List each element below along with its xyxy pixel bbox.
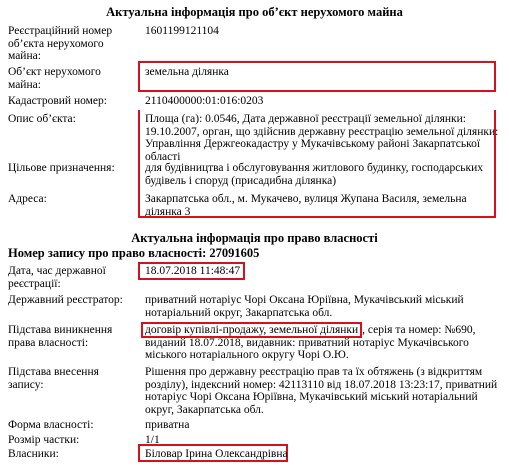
ownership-form-label: Форма власності:	[8, 419, 94, 431]
record-number-line	[8, 246, 259, 261]
object-details-highlight	[138, 110, 496, 218]
description-label: Опис об’єкта:	[8, 113, 76, 125]
ownership-basis-value	[145, 324, 500, 362]
description-value: Площа (га): 0.0546, Дата державної реєстрації земельної ділянки: 19.10.2007, орган, що здійснив державну реєстрацію земельної ділянки: Управління Держгеокадастру у Мукачівському районі Закарпатської області	[145, 113, 499, 163]
object-type-label: Об’єкт нерухомого майна:	[8, 66, 101, 91]
address-label: Адреса:	[8, 193, 47, 205]
record-basis-label: Підстава внесення запису:	[8, 366, 99, 391]
cadastral-number-value: 2110400000:01:016:0203	[145, 95, 264, 107]
registration-number-value: 1601199121104	[145, 25, 219, 37]
registration-number-label: Реєстраційний номер об’єкта нерухомого майна:	[8, 25, 113, 63]
record-number-label: Номер запису про право власності:	[8, 246, 207, 260]
record-number-value: 27091605	[209, 246, 260, 260]
object-section-title: Актуальна інформація про об’єкт нерухомого майна	[106, 5, 403, 19]
ownership-basis-highlight: договір купівлі-продажу, земельної ділянки	[141, 322, 362, 338]
ownership-section-title: Актуальна інформація про право власності	[131, 231, 378, 245]
ownership-basis-label: Підстава виникнення права власності:	[8, 324, 113, 349]
object-type-value: земельна ділянка	[145, 66, 229, 78]
cadastral-number-label: Кадастровий номер:	[8, 95, 107, 107]
share-size-value: 1/1	[145, 434, 160, 446]
owners-value: Біловар Ірина Олександрівна	[145, 448, 288, 460]
owners-label: Власники:	[8, 448, 59, 460]
purpose-value: для будівництва і обслуговування житлового будинку, господарських будівель і споруд (присадибна ділянка)	[145, 162, 484, 187]
share-size-label: Розмір частки:	[8, 434, 80, 446]
ownership-form-value: приватна	[145, 419, 190, 431]
purpose-label: Цільове призначення:	[8, 162, 115, 174]
registrar-value: приватний нотаріус Чорі Оксана Юріївна, Мукачівський міський нотаріальний округ, Закарпатська обл.	[145, 294, 464, 319]
record-basis-value: Рішення про державну реєстрацію прав та їх обтяжень (з відкриттям розділу), індексний номер: 42113110 від 18.07.2018 13:23:17, приватний нотаріус Чорі Оксана Юріївна, Мукачівський міський нотаріальний округ, Закарпатська обл.	[145, 366, 498, 416]
registration-date-value: 18.07.2018 11:48:47	[145, 265, 241, 277]
registrar-label: Державний реєстратор:	[8, 294, 123, 306]
address-value: Закарпатська обл., м. Мукачево, вулиця Жупана Василя, земельна ділянка 3	[145, 193, 467, 218]
registration-date-label: Дата, час державної реєстрації:	[8, 265, 106, 290]
ownership-basis-rest: , серія та номер: №690, виданий 18.07.2018, видавник: приватний нотаріус Мукачівського міського нотаріального округу Чорі О.Ю.	[145, 324, 476, 362]
